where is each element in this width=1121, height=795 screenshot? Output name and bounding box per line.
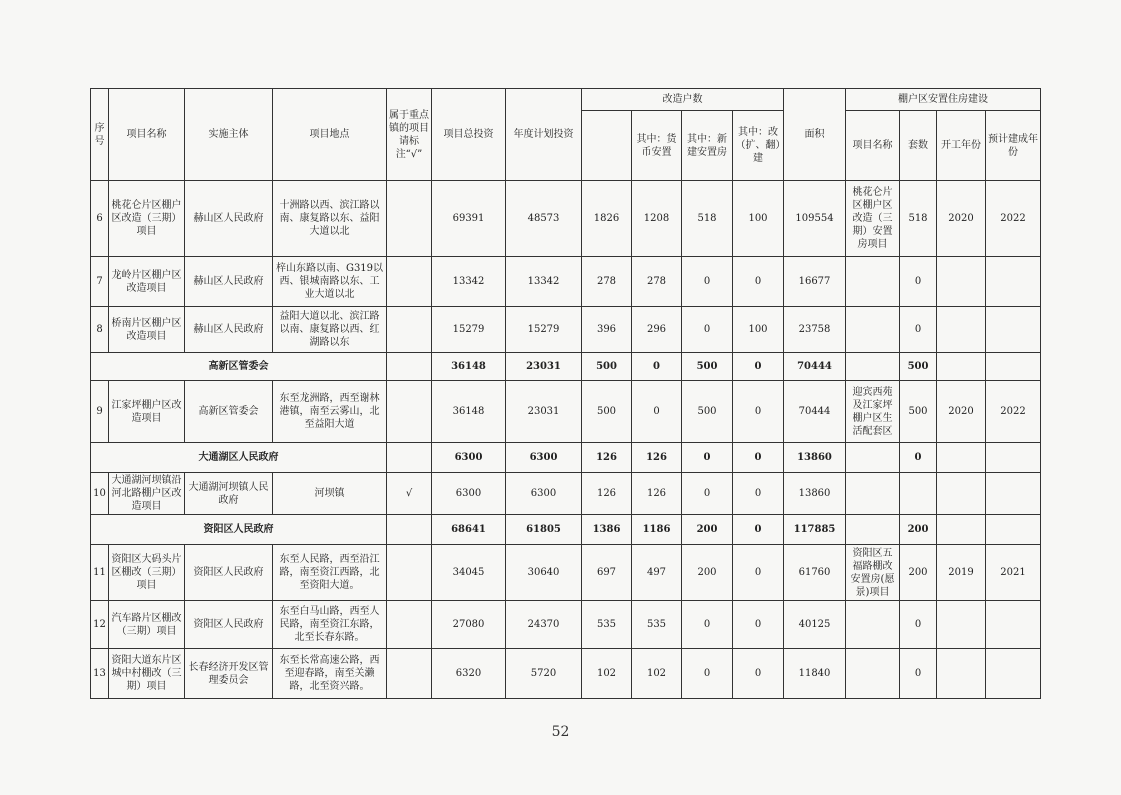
cell-cash: 1208 (632, 181, 682, 257)
cell-cash: 535 (632, 601, 682, 649)
cell-cash: 497 (632, 545, 682, 601)
table-row (91, 601, 1041, 649)
cell-implementer: 高新区管委会 (185, 381, 273, 443)
cell-end (986, 473, 1041, 515)
cell-start: 2019 (937, 545, 986, 601)
subtotal-rebuild: 0 (733, 443, 784, 473)
cell-seq: 6 (91, 181, 109, 257)
cell-cash: 296 (632, 307, 682, 353)
project-table (90, 88, 1041, 699)
header-implementer: 实施主体 (185, 89, 273, 181)
cell-households: 278 (582, 257, 632, 307)
cell-units: 518 (900, 181, 937, 257)
cell-annual: 15279 (506, 307, 582, 353)
cell-area: 16677 (784, 257, 846, 307)
cell-cash: 278 (632, 257, 682, 307)
cell-annual: 13342 (506, 257, 582, 307)
subtotal-housing-name (846, 443, 900, 473)
cell-cash: 126 (632, 473, 682, 515)
subtotal-total: 36148 (432, 353, 506, 381)
table-row (91, 381, 1041, 443)
cell-key (387, 649, 432, 699)
table-row (91, 649, 1041, 699)
subtotal-start (937, 443, 986, 473)
header-project-name: 项目名称 (109, 89, 185, 181)
subtotal-end (986, 515, 1041, 545)
cell-area: 40125 (784, 601, 846, 649)
cell-location: 十洲路以西、滨江路以南、康复路以东、益阳大道以北 (273, 181, 387, 257)
cell-location: 东至龙洲路，西至谢林港镇，南至云雾山，北至益阳大道 (273, 381, 387, 443)
cell-rebuild: 0 (733, 545, 784, 601)
subtotal-units: 500 (900, 353, 937, 381)
cell-units: 500 (900, 381, 937, 443)
cell-start (937, 601, 986, 649)
subtotal-new: 500 (682, 353, 733, 381)
page-number: 52 (551, 724, 570, 740)
table-row (91, 307, 1041, 353)
header-housing-group: 棚户区安置住房建设 (846, 89, 1041, 111)
cell-new: 500 (682, 381, 733, 443)
cell-name: 汽车路片区棚改（三期）项目 (109, 601, 185, 649)
header-start-year: 开工年份 (937, 111, 986, 181)
cell-new: 0 (682, 307, 733, 353)
subtotal-new: 0 (682, 443, 733, 473)
cell-rebuild: 0 (733, 649, 784, 699)
subtotal-cash: 126 (632, 443, 682, 473)
table-row (91, 545, 1041, 601)
cell-key (387, 381, 432, 443)
table-row (91, 473, 1041, 515)
subtotal-name: 资阳区人民政府 (91, 515, 387, 545)
cell-new: 0 (682, 601, 733, 649)
cell-end: 2022 (986, 381, 1041, 443)
header-area: 面积 (784, 89, 846, 181)
cell-implementer: 赫山区人民政府 (185, 181, 273, 257)
subtotal-new: 200 (682, 515, 733, 545)
header-rebuild: 其中：改（扩、翻）建 (733, 111, 784, 181)
cell-implementer: 赫山区人民政府 (185, 307, 273, 353)
subtotal-total: 68641 (432, 515, 506, 545)
cell-location: 东至人民路，西至沿江路，南至资江西路，北至资阳大道。 (273, 545, 387, 601)
cell-annual: 24370 (506, 601, 582, 649)
cell-total: 69391 (432, 181, 506, 257)
subtotal-area: 117885 (784, 515, 846, 545)
subtotal-name: 大通湖区人民政府 (91, 443, 387, 473)
cell-households: 1826 (582, 181, 632, 257)
cell-cash: 0 (632, 381, 682, 443)
cell-rebuild: 0 (733, 381, 784, 443)
cell-key (387, 257, 432, 307)
cell-total: 34045 (432, 545, 506, 601)
cell-units: 0 (900, 601, 937, 649)
cell-name: 资阳区大码头片区棚改（三期）项目 (109, 545, 185, 601)
subtotal-total: 6300 (432, 443, 506, 473)
table-row (91, 257, 1041, 307)
cell-key (387, 181, 432, 257)
cell-seq: 10 (91, 473, 109, 515)
cell-units: 0 (900, 649, 937, 699)
subtotal-households: 126 (582, 443, 632, 473)
cell-housing-name (846, 473, 900, 515)
cell-end: 2022 (986, 181, 1041, 257)
cell-name: 桃花仑片区棚户区改造（三期）项目 (109, 181, 185, 257)
cell-area: 23758 (784, 307, 846, 353)
cell-start (937, 257, 986, 307)
table-row (91, 181, 1041, 257)
cell-units: 0 (900, 307, 937, 353)
cell-name: 龙岭片区棚户区改造项目 (109, 257, 185, 307)
cell-location: 东至长常高速公路，西至迎春路，南至关濑路，北至资兴路。 (273, 649, 387, 699)
subtotal-households: 500 (582, 353, 632, 381)
cell-annual: 48573 (506, 181, 582, 257)
cell-units: 200 (900, 545, 937, 601)
cell-total: 13342 (432, 257, 506, 307)
cell-housing-name (846, 307, 900, 353)
cell-households: 500 (582, 381, 632, 443)
cell-seq: 12 (91, 601, 109, 649)
subtotal-key (387, 515, 432, 545)
cell-housing-name (846, 649, 900, 699)
header-total-investment: 项目总投资 (432, 89, 506, 181)
subtotal-area: 13860 (784, 443, 846, 473)
header-new: 其中：新建安置房 (682, 111, 733, 181)
cell-annual: 30640 (506, 545, 582, 601)
subtotal-cash: 1186 (632, 515, 682, 545)
subtotal-annual: 6300 (506, 443, 582, 473)
cell-key (387, 545, 432, 601)
cell-implementer: 大通湖河坝镇人民政府 (185, 473, 273, 515)
cell-name: 资阳大道东片区城中村棚改（三期）项目 (109, 649, 185, 699)
cell-cash: 102 (632, 649, 682, 699)
subtotal-area: 70444 (784, 353, 846, 381)
subtotal-cash: 0 (632, 353, 682, 381)
subtotal-rebuild: 0 (733, 515, 784, 545)
cell-location: 河坝镇 (273, 473, 387, 515)
subtotal-rebuild: 0 (733, 353, 784, 381)
header-location: 项目地点 (273, 89, 387, 181)
cell-housing-name: 资阳区五福路棚改安置房(愿景)项目 (846, 545, 900, 601)
cell-location: 益阳大道以北、滨江路以南、康复路以西、红湖路以东 (273, 307, 387, 353)
cell-households: 535 (582, 601, 632, 649)
header-key-town: 属于重点镇的项目请标注“√” (387, 89, 432, 181)
subtotal-start (937, 353, 986, 381)
cell-area: 13860 (784, 473, 846, 515)
cell-end (986, 307, 1041, 353)
header-housing-project-name: 项目名称 (846, 111, 900, 181)
cell-new: 0 (682, 649, 733, 699)
subtotal-start (937, 515, 986, 545)
header-seq: 序号 (91, 89, 109, 181)
cell-key (387, 601, 432, 649)
header-units: 套数 (900, 111, 937, 181)
cell-implementer: 资阳区人民政府 (185, 601, 273, 649)
cell-annual: 6300 (506, 473, 582, 515)
cell-implementer: 资阳区人民政府 (185, 545, 273, 601)
subtotal-units: 200 (900, 515, 937, 545)
cell-rebuild: 100 (733, 181, 784, 257)
cell-annual: 23031 (506, 381, 582, 443)
cell-new: 0 (682, 473, 733, 515)
subtotal-key (387, 353, 432, 381)
subtotal-annual: 61805 (506, 515, 582, 545)
cell-name: 江家坪棚户区改造项目 (109, 381, 185, 443)
cell-seq: 7 (91, 257, 109, 307)
cell-new: 200 (682, 545, 733, 601)
cell-households: 126 (582, 473, 632, 515)
cell-housing-name (846, 601, 900, 649)
cell-total: 15279 (432, 307, 506, 353)
cell-rebuild: 100 (733, 307, 784, 353)
cell-start (937, 473, 986, 515)
cell-rebuild: 0 (733, 473, 784, 515)
cell-area: 11840 (784, 649, 846, 699)
cell-total: 27080 (432, 601, 506, 649)
subtotal-housing-name (846, 353, 900, 381)
cell-households: 396 (582, 307, 632, 353)
header-cash: 其中：货币安置 (632, 111, 682, 181)
subtotal-end (986, 443, 1041, 473)
subtotal-units: 0 (900, 443, 937, 473)
cell-area: 70444 (784, 381, 846, 443)
subtotal-annual: 23031 (506, 353, 582, 381)
cell-units (900, 473, 937, 515)
subtotal-row (91, 515, 1041, 545)
cell-implementer: 长春经济开发区管理委员会 (185, 649, 273, 699)
cell-location: 梓山东路以南、G319以西、银城南路以东、工业大道以北 (273, 257, 387, 307)
cell-rebuild: 0 (733, 601, 784, 649)
cell-area: 109554 (784, 181, 846, 257)
cell-end (986, 601, 1041, 649)
cell-name: 大通湖河坝镇沿河北路棚户区改造项目 (109, 473, 185, 515)
header-renovation-group: 改造户数 (582, 89, 784, 111)
cell-households: 102 (582, 649, 632, 699)
cell-start: 2020 (937, 381, 986, 443)
cell-location: 东至白马山路，西至人民路，南至资江东路，北至长春东路。 (273, 601, 387, 649)
cell-rebuild: 0 (733, 257, 784, 307)
cell-households: 697 (582, 545, 632, 601)
cell-seq: 13 (91, 649, 109, 699)
header-households-blank (582, 111, 632, 181)
cell-housing-name: 桃花仑片区棚户区改造（三期）安置房项目 (846, 181, 900, 257)
cell-end: 2021 (986, 545, 1041, 601)
header-completion-year: 预计建成年份 (986, 111, 1041, 181)
cell-start: 2020 (937, 181, 986, 257)
cell-end (986, 257, 1041, 307)
cell-seq: 8 (91, 307, 109, 353)
cell-total: 36148 (432, 381, 506, 443)
cell-total: 6300 (432, 473, 506, 515)
cell-name: 桥南片区棚户区改造项目 (109, 307, 185, 353)
subtotal-key (387, 443, 432, 473)
cell-total: 6320 (432, 649, 506, 699)
cell-area: 61760 (784, 545, 846, 601)
subtotal-housing-name (846, 515, 900, 545)
cell-annual: 5720 (506, 649, 582, 699)
cell-seq: 11 (91, 545, 109, 601)
subtotal-row (91, 353, 1041, 381)
cell-housing-name (846, 257, 900, 307)
subtotal-row (91, 443, 1041, 473)
cell-start (937, 307, 986, 353)
cell-housing-name: 迎宾西苑及江家坪棚户区生活配套区 (846, 381, 900, 443)
cell-end (986, 649, 1041, 699)
header-annual-investment: 年度计划投资 (506, 89, 582, 181)
cell-start (937, 649, 986, 699)
cell-units: 0 (900, 257, 937, 307)
cell-key: √ (387, 473, 432, 515)
cell-new: 0 (682, 257, 733, 307)
cell-new: 518 (682, 181, 733, 257)
cell-implementer: 赫山区人民政府 (185, 257, 273, 307)
cell-key (387, 307, 432, 353)
subtotal-households: 1386 (582, 515, 632, 545)
cell-seq: 9 (91, 381, 109, 443)
subtotal-end (986, 353, 1041, 381)
subtotal-name: 高新区管委会 (91, 353, 387, 381)
